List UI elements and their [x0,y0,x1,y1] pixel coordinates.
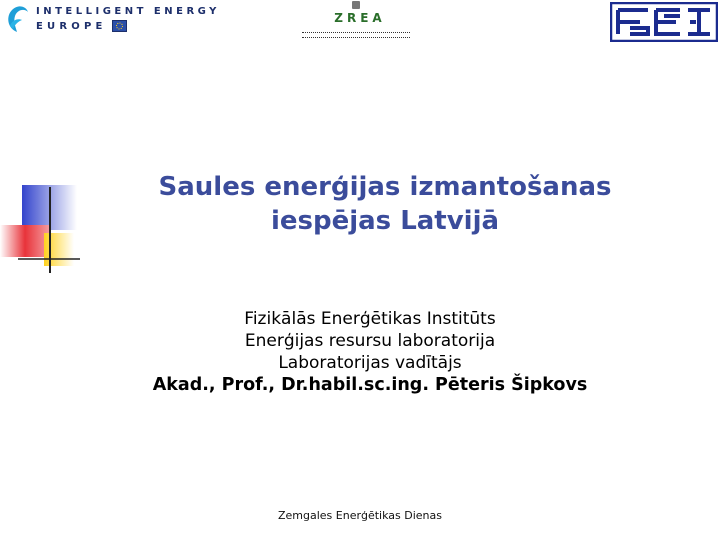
author-name: Akad., Prof., Dr.habil.sc.ing. Pēteris Šipkovs [152,375,588,395]
zrea-subtitle-line1 [302,32,410,35]
intelligent-energy-line1: INTELLIGENT ENERGY [36,6,220,17]
zrea-crest-icon [351,0,361,10]
intelligent-energy-swirl-icon [2,2,32,36]
author-block [90,308,650,396]
zrea-name: ZREA [334,11,386,25]
decorative-squares [0,185,80,280]
title-line2: iespējas Latvijā [270,206,500,236]
fei-logo [610,2,718,42]
intelligent-energy-logo [2,2,220,36]
intelligent-energy-line2: EUROPE [36,21,107,32]
laboratory-name: Enerģijas resursu laboratorija [244,331,496,351]
slide-footer: Zemgales Enerģētikas Dienas [277,509,442,522]
zrea-logo [300,0,412,48]
eu-flag-icon [112,20,127,32]
fei-logo-icon [610,2,718,42]
institute-name: Fizikālās Enerģētikas Institūts [244,309,496,329]
author-role: Laboratorijas vadītājs [278,353,462,373]
slide-title [110,170,660,238]
title-line1: Saules enerģijas izmantošanas [158,172,612,202]
zrea-subtitle-line2 [302,37,410,40]
